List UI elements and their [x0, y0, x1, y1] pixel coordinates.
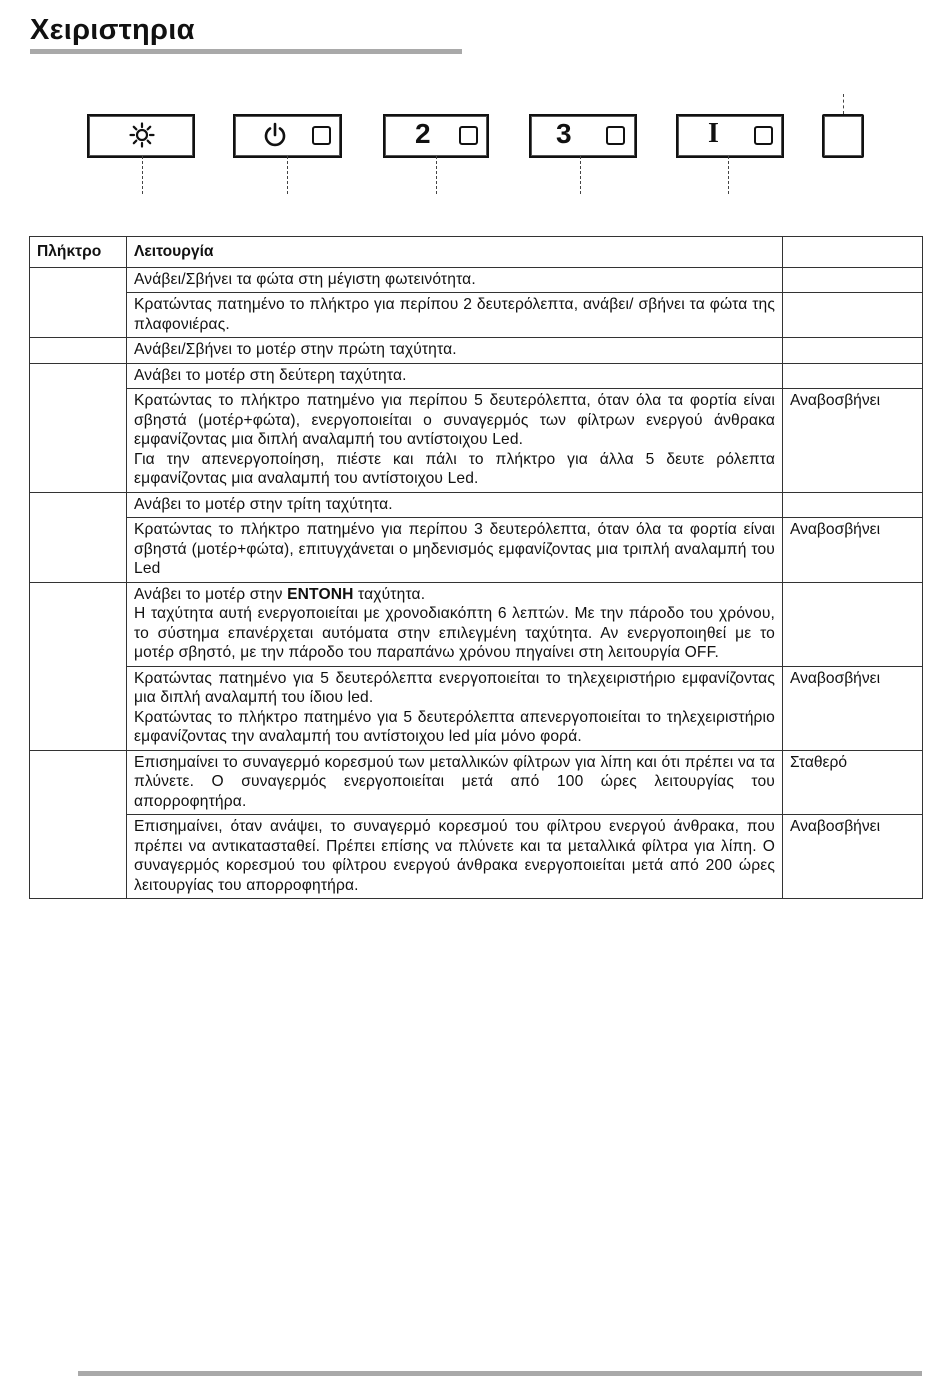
footer-rule: [78, 1371, 922, 1376]
function-cell: Κρατώντας πατημένο το πλήκτρο για περίπου 2 δευτερόλεπτα, ανάβει/ σβήνει τα φώτα της πλαφονιέρας.: [127, 293, 783, 338]
table-row: [30, 363, 923, 389]
speed-3-key: [529, 114, 637, 158]
led-cell: Αναβοσβήνει: [783, 815, 923, 899]
function-cell: Επισημαίνει το συναγερμό κορεσμού των μεταλλικών φίλτρων για λίπη και ότι πρέπει να τα πλύνετε. Ο συναγερμός ενεργοποιείται μετά από 100 ώρες λειτουργίας του απορροφητήρα.: [127, 750, 783, 815]
led-cell: [783, 582, 923, 666]
key-cell: [30, 363, 127, 492]
led-cell: [783, 492, 923, 518]
table-row: [30, 338, 923, 364]
key-cell: [30, 338, 127, 364]
function-cell: Κρατώντας το πλήκτρο πατημένο για περίπου 3 δευτερόλεπτα, όταν όλα τα φορτία είναι σβηστά (μοτέρ+φώτα), επιτυγχάνεται ο μηδενισμός εμφανίζοντας μια τριπλή αναλαμπή του Led: [127, 518, 783, 583]
table-row: [30, 666, 923, 750]
key-cell: [30, 582, 127, 750]
leader-line: [728, 156, 729, 194]
power-icon: [262, 122, 288, 148]
leader-line: [287, 156, 288, 194]
table-row: [30, 750, 923, 815]
function-cell: Κρατώντας πατημένο για 5 δευτερόλεπτα ενεργοποιείται το τηλεχειριστήριο εμφανίζοντας μια διπλή αναλαμπή του ίδιου led. Κρατώντας το πλήκτρο πατημένο για 5 δευτερόλεπτα απενεργοποιείται το τηλεχειριστήριο εμφανίζοντας την αναλαμπή του αντίστοιχου led μία μόνο φορά.: [127, 666, 783, 750]
led-cell: Σταθερό: [783, 750, 923, 815]
table-row: [30, 518, 923, 583]
function-cell: Ανάβει το μοτέρ στην τρίτη ταχύτητα.: [127, 492, 783, 518]
function-cell: Ανάβει/Σβήνει το μοτέρ στην πρώτη ταχύτητα.: [127, 338, 783, 364]
leader-line: [580, 156, 581, 194]
leader-line: [843, 94, 844, 114]
control-panel-diagram: [0, 90, 950, 200]
function-cell: Κρατώντας το πλήκτρο πατημένο για περίπου 5 δευτερόλεπτα, όταν όλα τα φορτία είναι σβηστά (μοτέρ+φώτα), ενεργοποιείται ο συναγερμός των φίλτρων ενεργού άνθρακα εμφανίζοντας μια διπλή αναλαμπή του αντίστοιχου Led. Για την απενεργοποίηση, πιέστε και πάλι το πλήκτρο για άλλα 5 δευτε ρόλεπτα εμφανίζοντας μια αναλαμπή του αντίστοιχου Led.: [127, 389, 783, 493]
speed-2-key: [383, 114, 489, 158]
key-cell: [30, 492, 127, 582]
key-cell: [30, 750, 127, 899]
controls-table: [29, 236, 923, 899]
speed-2-led: [459, 126, 478, 145]
function-cell: Επισημαίνει, όταν ανάψει, το συναγερμό κορεσμού του φίλτρου ενεργού άνθρακα, που πρέπει να αντικατασταθεί. Πρέπει επίσης να πλύνετε και τα μεταλλικά φίλτρα για λίπη. Ο συναγερμός κορεσμού του φίλτρου ενεργού άνθρακα ενεργοποιείται μετά από 200 ώρες λειτουργίας του απορροφητήρα.: [127, 815, 783, 899]
intensive-led: [754, 126, 773, 145]
leader-line: [142, 156, 143, 194]
power-key-led: [312, 126, 331, 145]
key-cell: [30, 267, 127, 338]
speed-3-led: [606, 126, 625, 145]
header-function: Λειτουργία: [127, 237, 783, 268]
speed-2-label: 2: [415, 118, 431, 149]
led-cell: [783, 267, 923, 293]
function-cell: Ανάβει το μοτέρ στη δεύτερη ταχύτητα.: [127, 363, 783, 389]
table-row: [30, 267, 923, 293]
led-cell: [783, 338, 923, 364]
led-cell: [783, 363, 923, 389]
function-cell: [127, 582, 783, 666]
table-row: [30, 389, 923, 493]
light-key: [87, 114, 195, 158]
leader-line: [436, 156, 437, 194]
led-cell: Αναβοσβήνει: [783, 389, 923, 493]
function-text: Ανάβει το μοτέρ στην: [134, 585, 288, 603]
function-emphasis: ΕΝΤΟΝΗ: [287, 585, 354, 603]
sun-icon: [129, 122, 155, 148]
table-header-row: [30, 237, 923, 268]
page-title: Χειριστηρια: [30, 14, 195, 46]
power-key: [233, 114, 342, 158]
header-key: Πλήκτρο: [30, 237, 127, 268]
intensive-key: [676, 114, 784, 158]
header-led: [783, 237, 923, 268]
table-row: [30, 293, 923, 338]
indicator-window: [822, 114, 864, 158]
intensive-label: I: [708, 118, 719, 149]
table-row: [30, 815, 923, 899]
title-underline: [30, 49, 462, 54]
function-text: ταχύτητα. Η ταχύτητα αυτή ενεργοποιείται με χρονοδιακόπτη 6 λεπτών. Με την πάροδο του χρόνου, το σύστημα επανέρχεται αυτόματα στην επιλεγμένη ταχύτητα. Αν ενεργοποιηθεί με το μοτέρ σβηστό, με την πάροδο του παραπάνω χρόνου πηγαίνει στη λειτουργία OFF.: [134, 585, 775, 661]
table-row: [30, 582, 923, 666]
led-cell: Αναβοσβήνει: [783, 518, 923, 583]
function-cell: Ανάβει/Σβήνει τα φώτα στη μέγιστη φωτεινότητα.: [127, 267, 783, 293]
led-cell: [783, 293, 923, 338]
led-cell: Αναβοσβήνει: [783, 666, 923, 750]
table-row: [30, 492, 923, 518]
speed-3-label: 3: [556, 118, 572, 149]
